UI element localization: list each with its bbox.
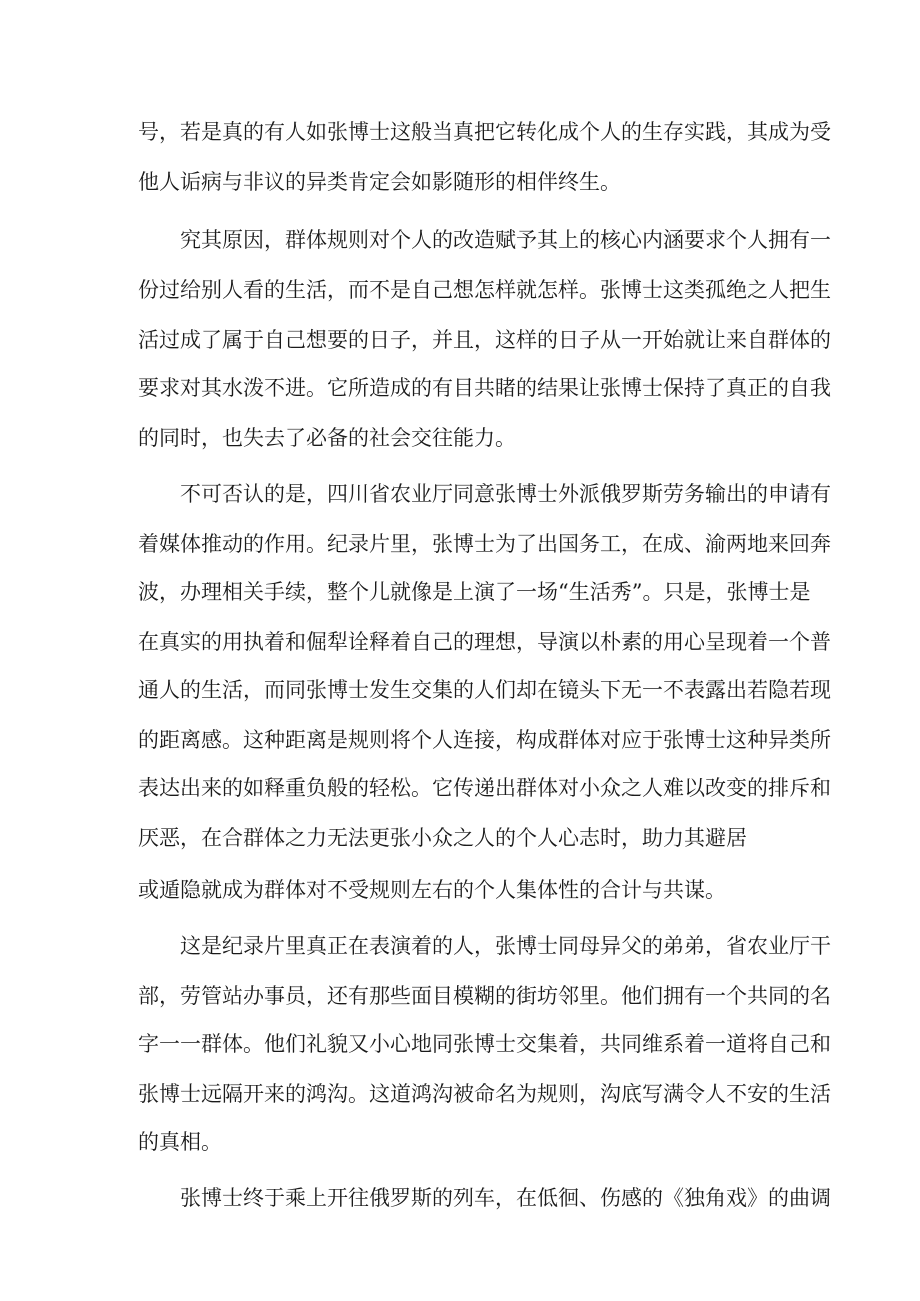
paragraph-line: 字一一群体。他们礼貌又小心地同张博士交集着，共同维系着一道将自己和 <box>138 1032 831 1056</box>
paragraph-line: 活过成了属于自己想要的日子，并且，这样的日子从一开始就让来自群体的 <box>138 328 831 352</box>
paragraph-line: 要求对其水泼不进。它所造成的有目共睹的结果让张博士保持了真正的自我 <box>138 376 831 400</box>
paragraph-line: 的距离感。这种距离是规则将个人连接，构成群体对应于张博士这种异类所 <box>138 728 831 752</box>
paragraph-line: 张博士远隔开来的鸿沟。这道鸿沟被命名为规则，沟底写满令人不安的生活 <box>138 1082 831 1106</box>
paragraph-line: 这是纪录片里真正在表演着的人，张博士同母异父的弟弟，省农业厅干 <box>180 934 831 958</box>
paragraph-line: 厌恶，在合群体之力无法更张小众之人的个人心志时，助力其避居 <box>138 826 747 850</box>
paragraph-line: 究其原因，群体规则对个人的改造赋予其上的核心内涵要求个人拥有一 <box>180 228 831 252</box>
paragraph-line: 波，办理相关手续，整个儿就像是上演了一场“生活秀”。只是，张博士是 <box>138 580 811 604</box>
paragraph-line: 通人的生活，而同张博士发生交集的人们却在镜头下无一不表露出若隐若现 <box>138 678 831 702</box>
paragraph-line: 在真实的用执着和倔犁诠释着自己的理想，导演以朴素的用心呈现着一个普 <box>138 630 831 654</box>
paragraph-line: 份过给别人看的生活，而不是自己想怎样就怎样。张博士这类孤绝之人把生 <box>138 278 831 302</box>
paragraph-line: 张博士终于乘上开往俄罗斯的列车，在低徊、伤感的《独角戏》的曲调 <box>180 1186 831 1210</box>
paragraph-line: 的同时，也失去了必备的社会交往能力。 <box>138 426 516 450</box>
paragraph-line: 号，若是真的有人如张博士这般当真把它转化成个人的生存实践，其成为受 <box>138 120 831 144</box>
paragraph-line: 不可否认的是，四川省农业厅同意张博士外派俄罗斯劳务输出的申请有 <box>180 482 831 506</box>
paragraph-line: 部，劳管站办事员，还有那些面目模糊的街坊邻里。他们拥有一个共同的名 <box>138 984 831 1008</box>
paragraph-line: 表达出来的如释重负般的轻松。它传递出群体对小众之人难以改变的排斥和 <box>138 776 831 800</box>
paragraph-line: 的真相。 <box>138 1130 222 1154</box>
paragraph-line: 或遁隐就成为群体对不受规则左右的个人集体性的合计与共谋。 <box>138 878 726 902</box>
paragraph-line: 他人诟病与非议的异类肯定会如影随形的相伴终生。 <box>138 170 621 194</box>
paragraph-line: 着媒体推动的作用。纪录片里，张博士为了出国务工，在成、渝两地来回奔 <box>138 532 831 556</box>
